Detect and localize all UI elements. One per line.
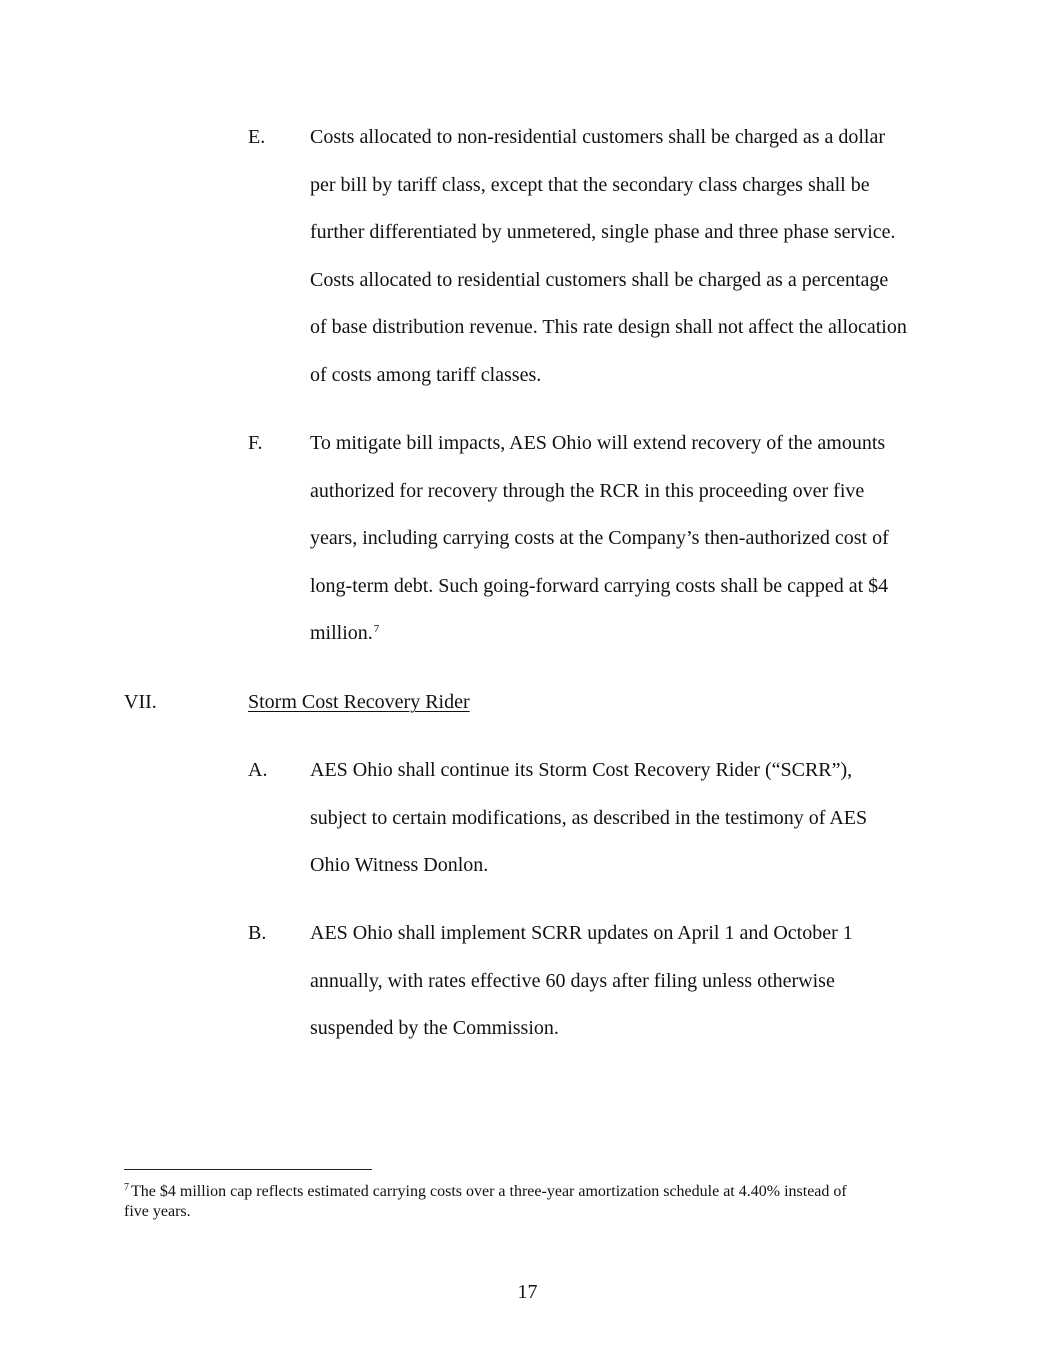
footnote-separator bbox=[124, 1169, 372, 1170]
list-marker-f: F. bbox=[248, 432, 263, 454]
paragraph-a-line-3: Ohio Witness Donlon. bbox=[310, 854, 489, 876]
footnote-line-1 bbox=[124, 1182, 924, 1202]
paragraph-b-line-3: suspended by the Commission. bbox=[310, 1017, 559, 1039]
footnote-text-1: The $4 million cap reflects estimated carrying costs over a three-year amortization schedule at 4.40% instead of bbox=[131, 1183, 847, 1200]
section-numeral: VII. bbox=[124, 691, 157, 713]
list-marker-e: E. bbox=[248, 126, 266, 148]
list-marker-a: A. bbox=[248, 759, 268, 781]
footnote-number: 7 bbox=[124, 1182, 129, 1193]
paragraph-f-line-4: long-term debt. Such going-forward carrying costs shall be capped at $4 bbox=[310, 575, 889, 597]
footnote-reference[interactable]: 7 bbox=[373, 623, 380, 635]
paragraph-a-line-1: AES Ohio shall continue its Storm Cost Recovery Rider (“SCRR”), bbox=[310, 759, 853, 781]
paragraph-e-line-6: of costs among tariff classes. bbox=[310, 364, 542, 386]
page-number: 17 bbox=[517, 1281, 538, 1303]
paragraph-f-line-2: authorized for recovery through the RCR in this proceeding over five bbox=[310, 480, 865, 502]
paragraph-e-line-2: per bill by tariff class, except that the secondary class charges shall be bbox=[310, 174, 870, 196]
paragraph-f-line-5-text: million. bbox=[310, 622, 373, 644]
paragraph-e-line-5: of base distribution revenue. This rate design shall not affect the allocation bbox=[310, 316, 907, 338]
paragraph-e-line-1: Costs allocated to non-residential customers shall be charged as a dollar bbox=[310, 126, 886, 148]
paragraph-b-line-2: annually, with rates effective 60 days after filing unless otherwise bbox=[310, 970, 835, 992]
paragraph-a-line-2: subject to certain modifications, as described in the testimony of AES bbox=[310, 807, 868, 829]
paragraph-e-line-4: Costs allocated to residential customers shall be charged as a percentage bbox=[310, 269, 889, 291]
paragraph-f-line-5 bbox=[310, 621, 379, 645]
list-marker-b: B. bbox=[248, 922, 267, 944]
section-title: Storm Cost Recovery Rider bbox=[248, 691, 470, 713]
paragraph-e-line-3: further differentiated by unmetered, single phase and three phase service. bbox=[310, 221, 896, 243]
footnote-line-2: five years. bbox=[124, 1203, 191, 1220]
paragraph-f-line-1: To mitigate bill impacts, AES Ohio will extend recovery of the amounts bbox=[310, 432, 886, 454]
paragraph-b-line-1: AES Ohio shall implement SCRR updates on April 1 and October 1 bbox=[310, 922, 853, 944]
paragraph-f-line-3: years, including carrying costs at the Company’s then-authorized cost of bbox=[310, 527, 889, 549]
